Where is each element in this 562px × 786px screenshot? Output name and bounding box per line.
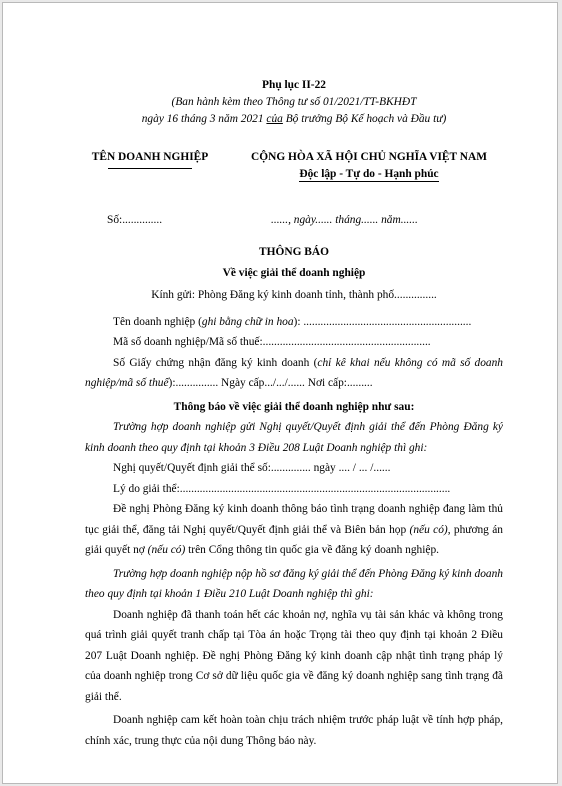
section-heading: Thông báo về việc giải thể doanh nghiệp như sau: — [173, 400, 415, 413]
number-date-row — [85, 210, 503, 230]
field-cert-c: ):............... Ngày cấp.../.../...... Nơi cấp:......... — [168, 377, 373, 389]
case1-intro: Trường hợp doanh nghiệp gửi Nghị quyết/Quyết định giải thể đến Phòng Đăng ký kinh doanh theo quy định tại khoản 3 Điều 208 Luật Doanh nghiệp thì ghi: — [85, 421, 503, 454]
commitment: Doanh nghiệp cam kết hoàn toàn chịu trách nhiệm trước pháp luật về tính hợp pháp, chính xác, trung thực của nội dung Thông báo này. — [85, 714, 503, 747]
case2-body: Doanh nghiệp đã thanh toán hết các khoản nợ, nghĩa vụ tài sản khác và không trong quá trình giải quyết tranh chấp tại Tòa án hoặc Trọng tài theo quy định tại khoản 2 Điều 207 Luật Doanh nghiệp. Đề nghị Phòng Đăng ký kinh doanh cập nhật tình trạng pháp lý của doanh nghiệp trong Cơ sở dữ liệu quốc gia về đăng ký doanh nghiệp sang tình trạng đã giải thể. — [85, 608, 503, 703]
case1-request-b: (nếu có) — [409, 523, 448, 536]
field-company-name-b: ghi bằng chữ in hoa — [201, 315, 294, 328]
company-name-label: TÊN DOANH NGHIỆP — [91, 151, 209, 163]
company-name-rule — [108, 168, 192, 169]
notice-subtitle: Về việc giải thể doanh nghiệp — [222, 266, 366, 279]
document-page — [2, 2, 558, 784]
country-name: CỘNG HÒA XÃ HỘI CHỦ NGHĨA VIỆT NAM — [251, 151, 487, 163]
document-number: Số:.............. — [107, 214, 163, 226]
field-company-name — [85, 312, 503, 333]
case1-request-d: (nếu có) — [147, 544, 186, 556]
case1-reason: Lý do giải thể:............................................................................................... — [113, 482, 451, 495]
field-tax-code: Mã số doanh nghiệp/Mã số thuế:........................................................... — [113, 336, 431, 348]
field-company-name-c: ): ........................................................... — [293, 315, 472, 328]
case1-request — [85, 499, 503, 561]
national-header — [235, 148, 503, 183]
case1-request-a: Đề nghị Phòng Đăng ký kinh doanh thông báo tình trạng doanh nghiệp đang làm thủ tục giải thể, đăng tải Nghị quyết/Quyết định giải thể và Biên bản họp — [85, 503, 503, 536]
case2-intro: Trường hợp doanh nghiệp nộp hồ sơ đăng ký giải thể đến Phòng Đăng ký kinh doanh theo quy định tại khoản 1 Điều 210 Luật Doanh nghiệp thì ghi: — [85, 567, 503, 600]
company-header — [85, 148, 215, 169]
field-cert-a: Số Giấy chứng nhận đăng ký kinh doanh ( — [113, 356, 318, 369]
document-content — [85, 77, 503, 751]
issued-line-2-a: ngày 16 tháng 3 năm 2021 — [141, 113, 267, 125]
issued-line-1: (Ban hành kèm theo Thông tư số 01/2021/TT-BKHĐT — [171, 96, 417, 108]
issued-line-2-b: của — [266, 113, 283, 125]
document-date: ......, ngày...... tháng...... năm...... — [271, 214, 418, 226]
field-company-name-a: Tên doanh nghiệp ( — [113, 315, 202, 328]
case1-resolution: Nghị quyết/Quyết định giải thể số:.............. ngày .... / ... /...... — [113, 462, 391, 474]
issued-line-2 — [85, 111, 503, 128]
case1-request-e: trên Cổng thông tin quốc gia về đăng ký doanh nghiệp. — [185, 544, 440, 556]
case1-request-c: , phương án giải quyết nợ — [85, 523, 503, 556]
header-row — [85, 148, 503, 208]
notice-title: THÔNG BÁO — [259, 246, 329, 258]
addressee: Kính gửi: Phòng Đăng ký kinh doanh tỉnh, thành phố............... — [151, 289, 437, 301]
field-cert-b: chỉ kê khai nếu không có mã số doanh nghiệp/mã số thuế — [85, 356, 503, 389]
appendix-title: Phụ lục II-22 — [262, 79, 326, 91]
field-business-cert — [85, 353, 503, 394]
motto-text: Độc lập - Tự do - Hạnh phúc — [299, 168, 439, 180]
motto — [235, 166, 503, 183]
issued-line-2-c: Bộ trưởng Bộ Kế hoạch và Đầu tư) — [282, 113, 447, 125]
